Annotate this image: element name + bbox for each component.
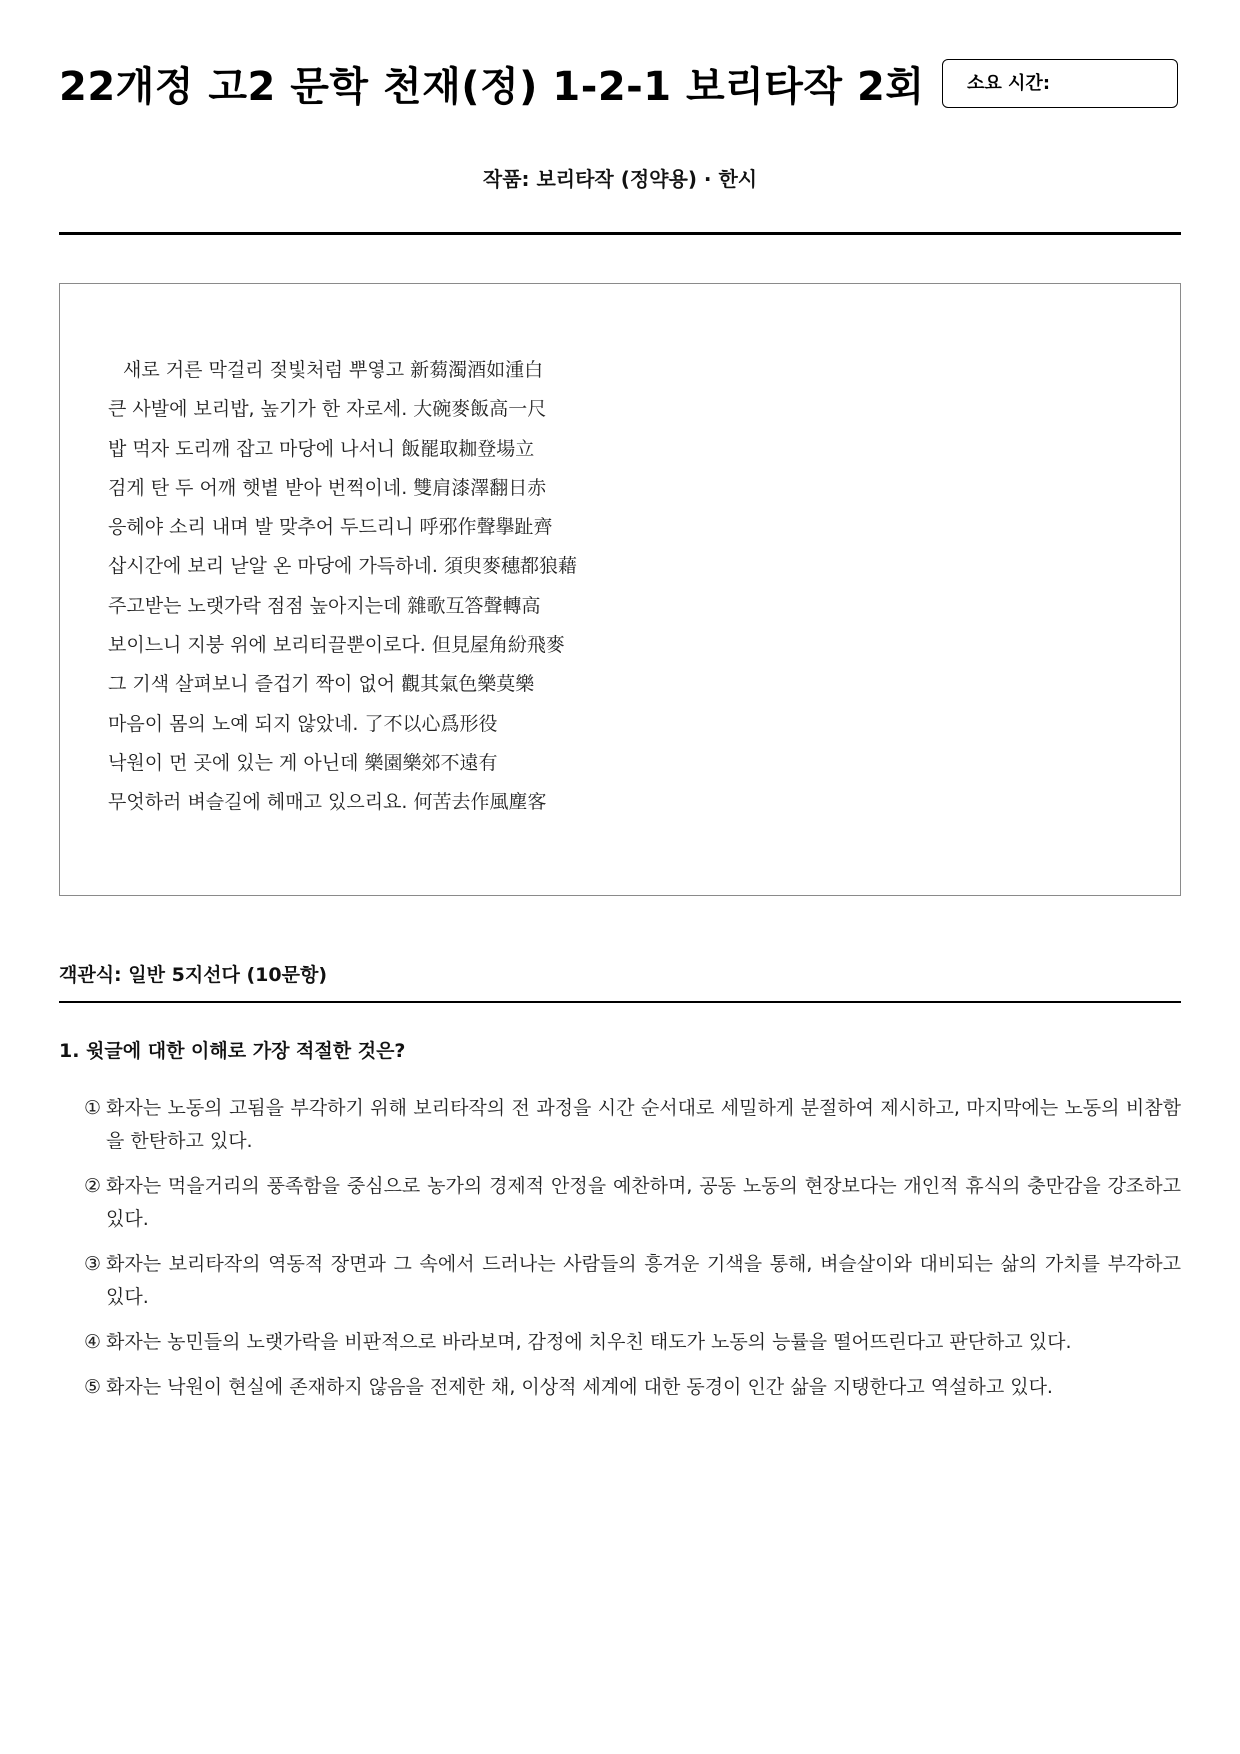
option-text: 화자는 먹을거리의 풍족함을 중심으로 농가의 경제적 안정을 예찬하며, 공동 노동의 현장보다는 개인적 휴식의 충만감을 강조하고 있다. [106, 1175, 1181, 1230]
option-text: 화자는 농민들의 노랫가락을 비판적으로 바라보며, 감정에 치우친 태도가 노동의 능률을 떨어뜨린다고 판단하고 있다. [106, 1331, 1072, 1353]
poem-line: 밥 먹자 도리깨 잡고 마당에 나서니 飯罷取耞登場立 [108, 437, 535, 460]
question-stem: 1. 윗글에 대한 이해로 가장 적절한 것은? [59, 1040, 406, 1062]
poem-line: 그 기색 살펴보니 즐겁기 짝이 없어 觀其氣色樂莫樂 [108, 673, 535, 696]
answer-option-4 [84, 1326, 1181, 1359]
option-marker: ② [84, 1175, 102, 1197]
option-marker: ④ [84, 1331, 102, 1353]
page-title: 22개정 고2 문학 천재(정) 1-2-1 보리타작 2회 [59, 64, 925, 110]
option-marker: ③ [84, 1253, 102, 1275]
poem-line: 무엇하러 벼슬길에 헤매고 있으리요. 何苦去作風塵客 [108, 791, 547, 814]
poem-line: 새로 거른 막걸리 젖빛처럼 뿌옇고 新蒭濁酒如湩白 [123, 359, 544, 381]
poem-line: 마음이 몸의 노예 되지 않았네. 了不以心爲形役 [108, 712, 498, 735]
option-marker: ⑤ [84, 1376, 102, 1398]
section-divider [59, 1001, 1181, 1003]
answer-option-3 [84, 1248, 1181, 1314]
poem-line: 보이느니 지붕 위에 보리티끌뿐이로다. 但見屋角紛飛麥 [108, 634, 565, 657]
poem-line: 주고받는 노랫가락 점점 높아지는데 雜歌互答聲轉高 [108, 594, 541, 617]
poem-line: 응헤야 소리 내며 발 맞추어 두드리니 呼邪作聲擧趾齊 [108, 516, 553, 539]
passage-box [59, 283, 1181, 896]
header-divider [59, 232, 1181, 235]
option-text: 화자는 낙원이 현실에 존재하지 않음을 전제한 채, 이상적 세계에 대한 동경이 인간 삶을 지탱한다고 역설하고 있다. [106, 1376, 1053, 1398]
poem-line: 큰 사발에 보리밥, 높기가 한 자로세. 大碗麥飯高一尺 [108, 398, 547, 421]
poem-line: 검게 탄 두 어깨 햇볕 받아 번쩍이네. 雙肩漆澤翻日赤 [108, 476, 547, 499]
time-box [942, 59, 1178, 108]
poem-line: 낙원이 먼 곳에 있는 게 아닌데 樂園樂郊不遠有 [108, 751, 498, 774]
answer-options [84, 1092, 1181, 1416]
answer-option-2 [84, 1170, 1181, 1236]
option-marker: ① [84, 1097, 102, 1119]
option-text: 화자는 보리타작의 역동적 장면과 그 속에서 드러나는 사람들의 흥겨운 기색을 통해, 벼슬살이와 대비되는 삶의 가치를 부각하고 있다. [106, 1253, 1181, 1308]
time-label: 소요 시간: [967, 73, 1051, 94]
answer-option-1 [84, 1092, 1181, 1158]
option-text: 화자는 노동의 고됨을 부각하기 위해 보리타작의 전 과정을 시간 순서대로 세밀하게 분절하여 제시하고, 마지막에는 노동의 비참함을 한탄하고 있다. [106, 1097, 1181, 1152]
section-title: 객관식: 일반 5지선다 (10문항) [59, 964, 328, 986]
work-info: 작품: 보리타작 (정약용) · 한시 [482, 167, 758, 191]
poem-line: 삽시간에 보리 낟알 온 마당에 가득하네. 須臾麥穗都狼藉 [108, 555, 577, 578]
answer-option-5 [84, 1371, 1181, 1404]
